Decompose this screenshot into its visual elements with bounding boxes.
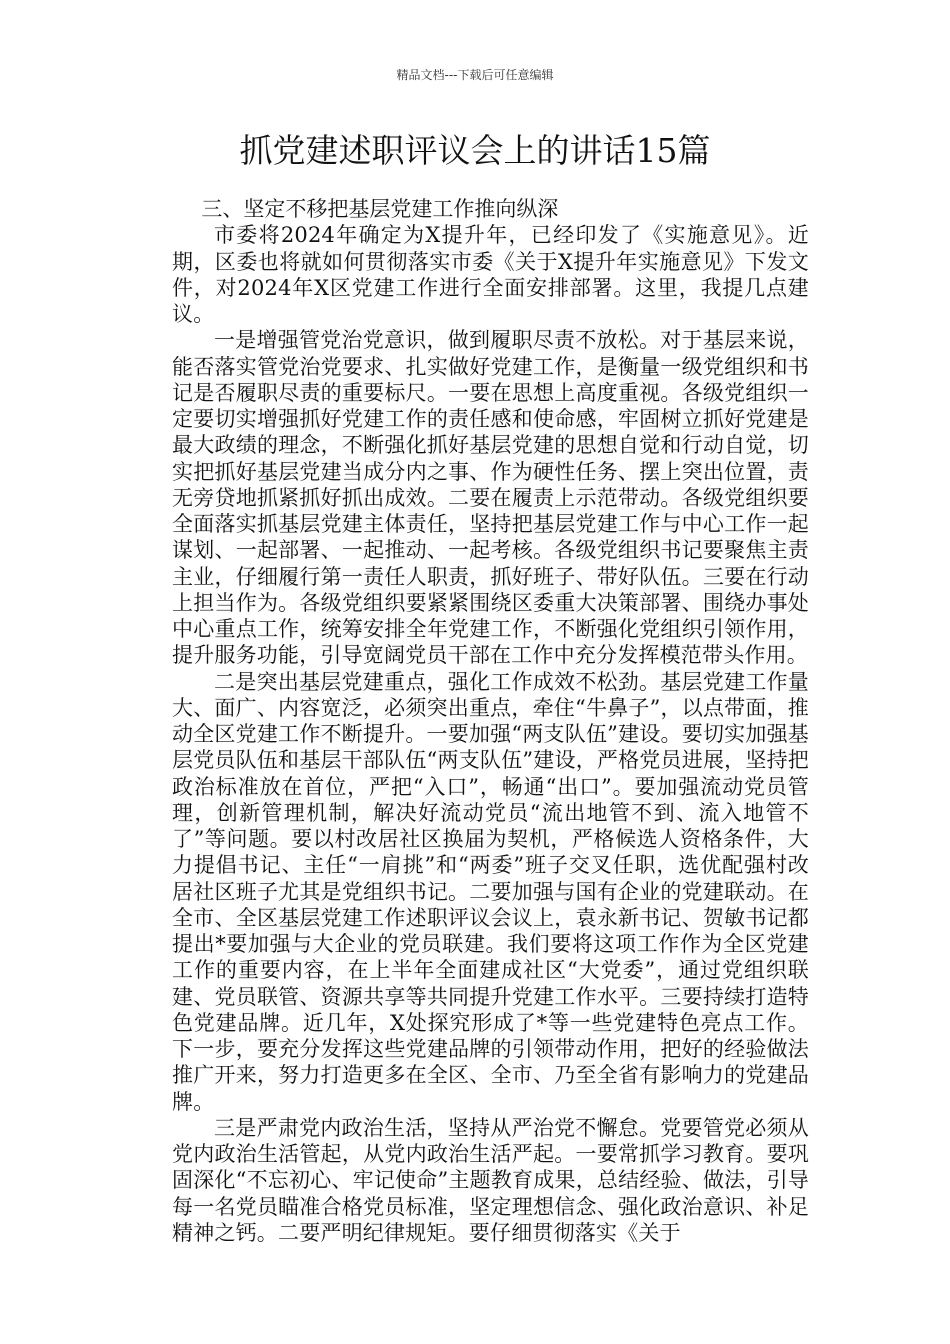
section-heading: 三、坚定不移把基层党建工作推向纵深 <box>201 197 559 221</box>
document-title: 抓党建述职评议会上的讲话15篇 <box>239 131 711 170</box>
paragraph-point-1: 一是增强管党治党意识，做到履职尽责不放松。对于基层来说，能否落实管党治党要求、扎实做好党建工作，是衡量一级党组织和书记是否履职尽责的重要标尺。一要在思想上高度重视。各级党组织一定要切实增强抓好党建工作的责任感和使命感，牢固树立抓好党建是最大政绩的理念，不断强化抓好基层党建的思想自觉和行动自觉，切实把抓好基层党建当成分内之事、作为硬性任务、摆上突出位置，责无旁贷地抓紧抓好抓出成效。二要在履责上示范带动。各级党组织要全面落实抓基层党建主体责任，坚持把基层党建工作与中心工作一起谋划、一起部署、一起推动、一起考核。各级党组织书记要聚焦主责主业，仔细履行第一责任人职责，抓好班子、带好队伍。三要在行动上担当作为。各级党组织要紧紧围绕区委重大决策部署、围绕办事处中心重点工作，统筹安排全年党建工作，不断强化党组织引领作用，提升服务功能，引导宽阔党员干部在工作中充分发挥模范带头作用。 <box>172 328 809 668</box>
paragraph-intro: 市委将2024年确定为X提升年，已经印发了《实施意见》。近期，区委也将就如何贯彻落实市委《关于X提升年实施意见》下发文件，对2024年X区党建工作进行全面安排部署。这里，我提几点建议。 <box>172 223 809 326</box>
paragraph-point-2: 二是突出基层党建重点，强化工作成效不松劲。基层党建工作量大、面广、内容宽泛，必须突出重点，牵住“牛鼻子”，以点带面，推动全区党建工作不断提升。一要加强“两支队伍”建设。要切实加强基层党员队伍和基层干部队伍“两支队伍”建设，严格党员进展，坚持把政治标准放在首位，严把“入口”，畅通“出口”。要加强流动党员管理，创新管理机制，解决好流动党员“流出地管不到、流入地管不了”等问题。要以村改居社区换届为契机，严格候选人资格条件，大力提倡书记、主任“一肩挑”和“两委”班子交叉任职，选优配强村改居社区班子尤其是党组织书记。二要加强与国有企业的党建联动。在全市、全区基层党建工作述职评议会议上，袁永新书记、贺敏书记都提出*要加强与大企业的党员联建。我们要将这项工作作为全区党建工作的重要内容，在上半年全面建成社区“大党委”，通过党组织联建、党员联管、资源共享等共同提升党建工作水平。三要持续打造特色党建品牌。近几年，X处探究形成了*等一些党建特色亮点工作。下一步，要充分发挥这些党建品牌的引领带动作用，把好的经验做法推广开来，努力打造更多在全区、全市、乃至全省有影响力的党建品牌。 <box>172 669 809 1114</box>
document-body <box>172 196 809 1246</box>
paragraph-point-3: 三是严肃党内政治生活，坚持从严治党不懈怠。党要管党必须从党内政治生活管起，从党内政治生活严起。一要常抓学习教育。要巩固深化“不忘初心、牢记使命”主题教育成果，总结经验、做法，引导每一名党员瞄准合格党员标准，坚定理想信念、强化政治意识、补足精神之钙。二要严明纪律规矩。要仔细贯彻落实《关于 <box>172 1115 809 1245</box>
document-header-note: 精品文档---下载后可任意编辑 <box>396 68 554 82</box>
